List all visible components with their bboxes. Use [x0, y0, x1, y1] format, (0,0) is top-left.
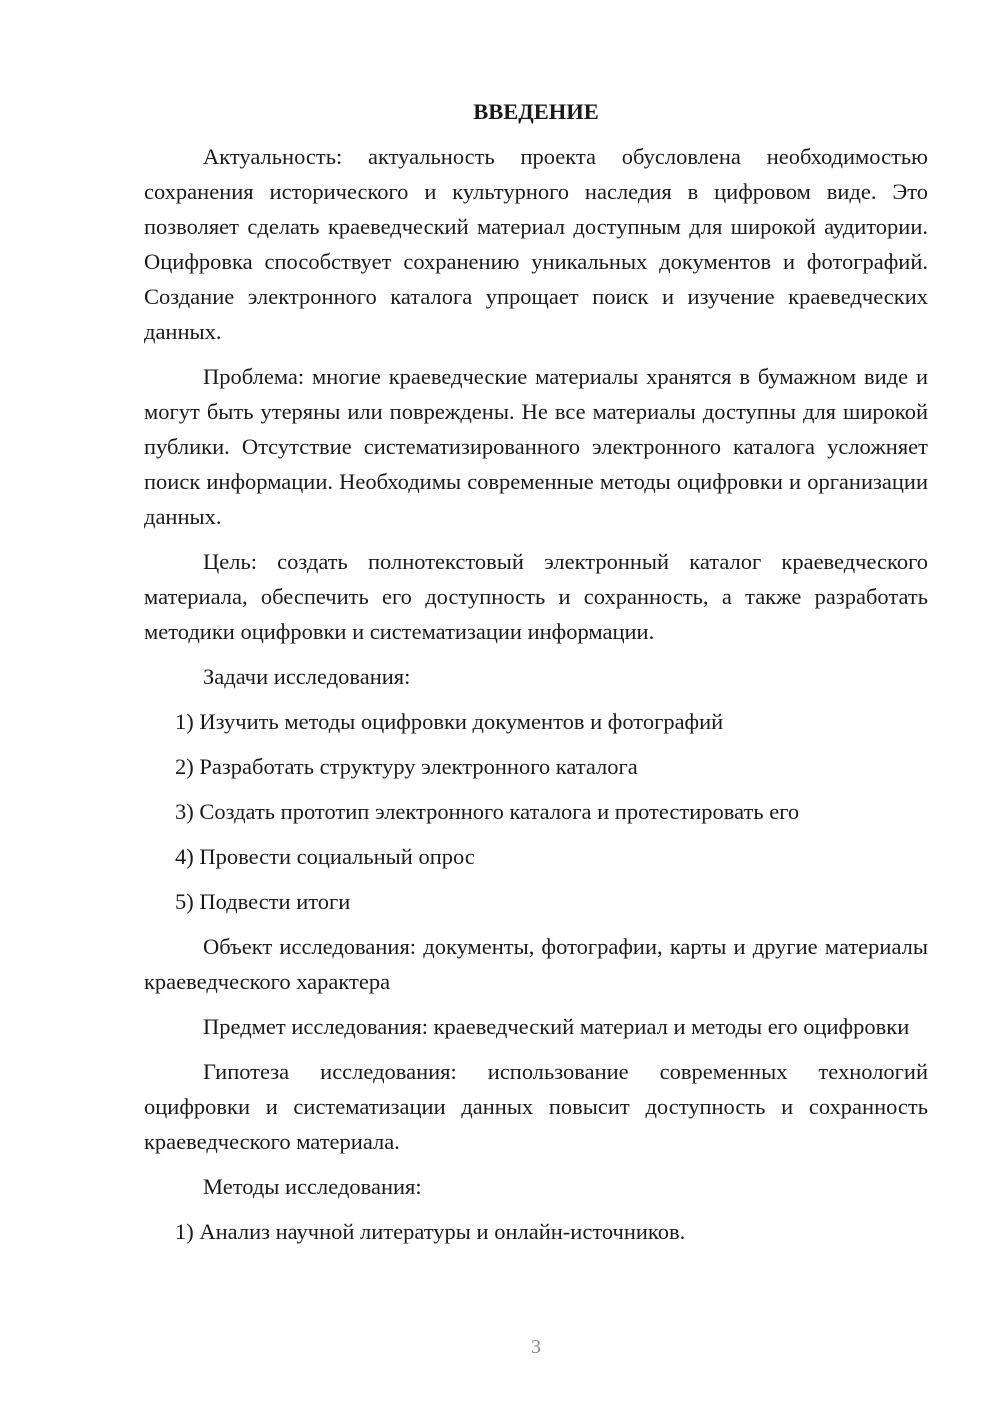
paragraph-hypothesis: Гипотеза исследования: использование современных технологий оцифровки и систематизации данных повысит доступность и сохранность краеведческого материала.	[144, 1059, 928, 1154]
paragraph-subject: Предмет исследования: краеведческий материал и методы его оцифровки	[203, 1014, 910, 1039]
paragraph-goal: Цель: создать полнотекстовый электронный каталог краеведческого материала, обеспечить его доступность и сохранность, а также разработать методики оцифровки и систематизации информации.	[144, 549, 928, 644]
list-item: 1) Изучить методы оцифровки документов и фотографий	[175, 709, 724, 734]
paragraph-object: Объект исследования: документы, фотографии, карты и другие материалы краеведческого характера	[144, 934, 928, 994]
page-number: 3	[531, 1336, 541, 1358]
methods-heading: Методы исследования:	[203, 1174, 422, 1199]
list-item: 3) Создать прототип электронного каталога и протестировать его	[175, 799, 800, 824]
tasks-heading: Задачи исследования:	[203, 664, 411, 689]
tasks-list	[144, 704, 928, 919]
methods-list	[144, 1214, 928, 1249]
paragraph-problem: Проблема: многие краеведческие материалы хранятся в бумажном виде и могут быть утеряны или повреждены. Не все материалы доступны для широкой публики. Отсутствие систематизированного электронного каталога усложняет поиск информации. Необходимы современные методы оцифровки и организации данных.	[144, 364, 928, 529]
list-item: 2) Разработать структуру электронного каталога	[175, 754, 638, 779]
page-title: ВВЕДЕНИЕ	[473, 99, 599, 124]
list-item: 5) Подвести итоги	[175, 889, 351, 914]
list-item: 1) Анализ научной литературы и онлайн-источников.	[175, 1219, 686, 1244]
document-page	[144, 94, 928, 1259]
list-item: 4) Провести социальный опрос	[175, 844, 475, 869]
paragraph-relevance: Актуальность: актуальность проекта обусловлена необходимостью сохранения исторического и культурного наследия в цифровом виде. Это позволяет сделать краеведческий материал доступным для широкой аудитории. Оцифровка способствует сохранению уникальных документов и фотографий. Создание электронного каталога упрощает поиск и изучение краеведческих данных.	[144, 144, 928, 344]
